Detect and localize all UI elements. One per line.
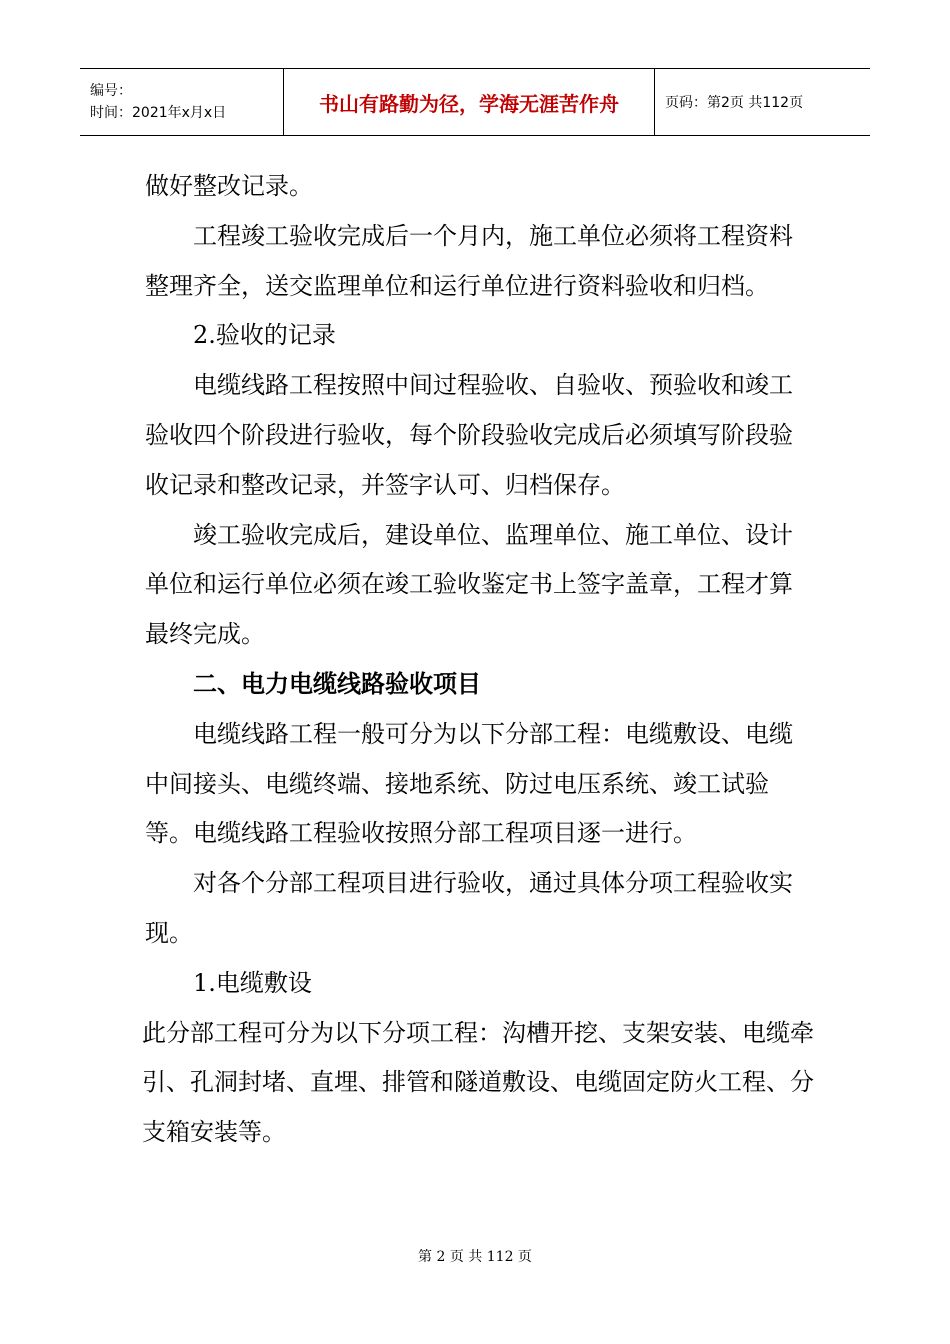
page-header <box>80 68 870 136</box>
paragraph: 电缆线路工程一般可分为以下分部工程：电缆敷设、电缆中间接头、电缆终端、接地系统、防过电压系统、竣工试验等。电缆线路工程验收按照分部工程项目逐一进行。 <box>145 719 793 848</box>
paragraph: 工程竣工验收完成后一个月内，施工单位必须将工程资料整理齐全，送交监理单位和运行单位进行资料验收和归档。 <box>145 221 793 300</box>
paragraph: 做好整改记录。 <box>145 172 313 200</box>
header-meta <box>80 69 283 135</box>
document-date: 时间：2021年x月x日 <box>90 105 227 121</box>
paragraph: 电缆线路工程按照中间过程验收、自验收、预验收和竣工验收四个阶段进行验收，每个阶段验收完成后必须填写阶段验收记录和整改记录，并签字认可、归档保存。 <box>145 371 793 499</box>
document-number-label: 编号： <box>90 83 132 99</box>
paragraph: 此分部工程可分为以下分项工程：沟槽开挖、支架安装、电缆牵引、孔洞封堵、直埋、排管和隧道敷设、电缆固定防火工程、分支箱安装等。 <box>142 1018 814 1147</box>
paragraph: 竣工验收完成后，建设单位、监理单位、施工单位、设计单位和运行单位必须在竣工验收鉴定书上签字盖章，工程才算最终完成。 <box>145 520 793 649</box>
document-body <box>142 162 815 1158</box>
header-page-info: 页码：第2页 共112页 <box>665 95 804 111</box>
paragraph: 对各个分部工程项目进行验收，通过具体分项工程验收实现。 <box>145 869 793 947</box>
section-heading: 2.验收的记录 <box>193 321 336 350</box>
chapter-heading: 二、电力电缆线路验收项目 <box>193 669 481 698</box>
header-motto: 书山有路勤为径，学海无涯苦作舟 <box>283 69 655 135</box>
page-footer: 第 2 页 共 112 页 <box>418 1249 532 1265</box>
section-heading: 1.电缆敷设 <box>193 968 312 997</box>
